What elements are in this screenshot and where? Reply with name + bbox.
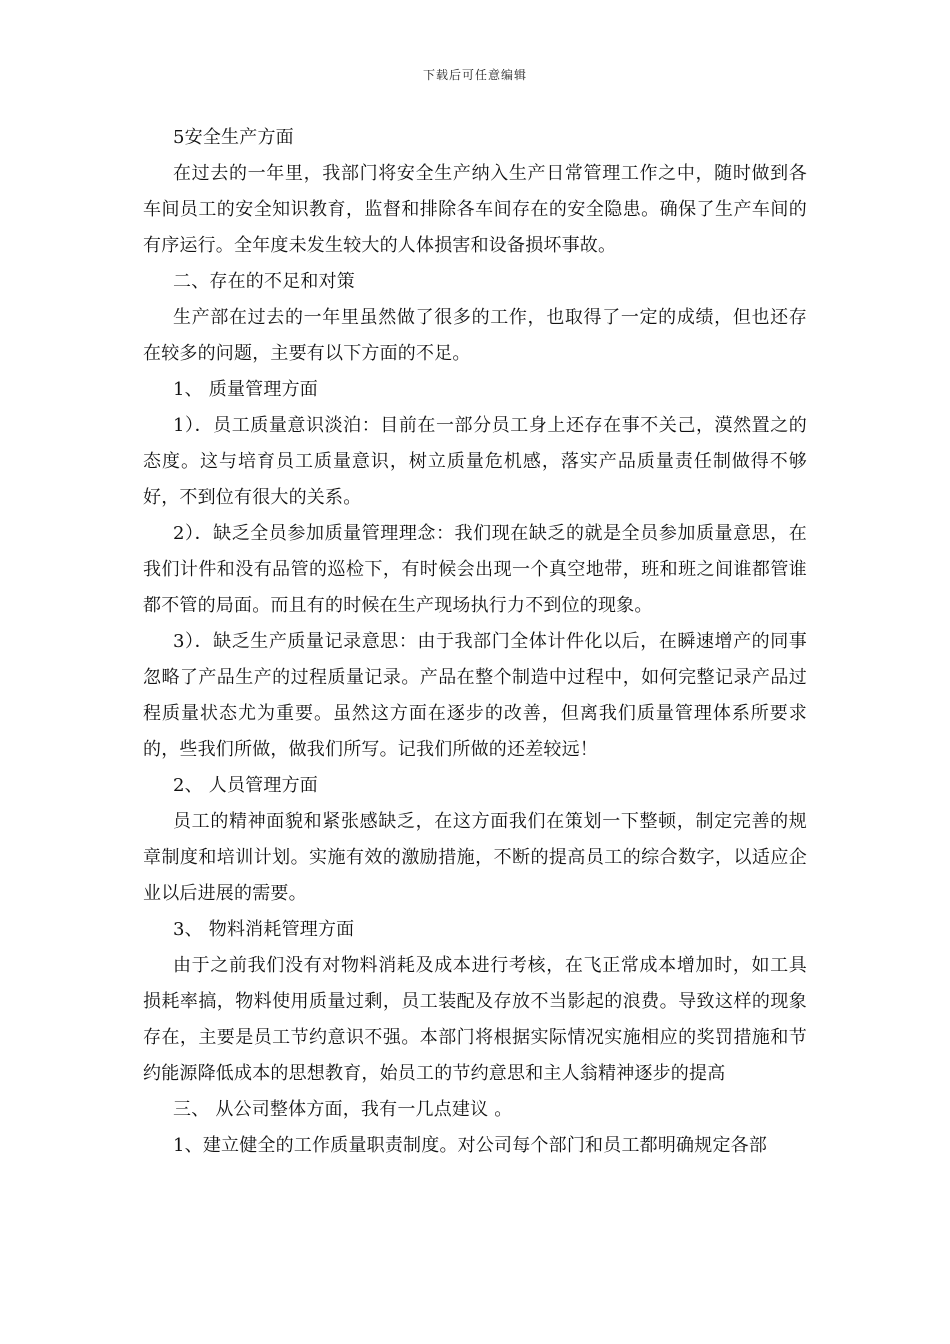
heading-personnel-management: 2、 人员管理方面 xyxy=(173,775,318,796)
paragraph-quality-awareness: 1）．员工质量意识淡泊：目前在一部分员工身上还存在事不关己，漠然置之的态度。这与培育员工质量意识，树立质量危机感，落实产品质量责任制做得不够好，不到位有很大的关系。 xyxy=(143,415,807,508)
paragraph-material-consumption: 由于之前我们没有对物料消耗及成本进行考核，在飞正常成本增加时，如工具损耗率搞，物料使用质量过剩，员工装配及存放不当影起的浪费。导致这样的现象存在，主要是员工节约意识不强。本部门将根据实际情况实施相应的奖罚措施和节约能源降低成本的思想教育，始员工的节约意思和主人翁精神逐步的提高 xyxy=(143,955,807,1084)
paragraph-quality-records: 3）．缺乏生产质量记录意思：由于我部门全体计件化以后，在瞬速增产的同事忽略了产品生产的过程质量记录。产品在整个制造中过程中，如何完整记录产品过程质量状态尤为重要。虽然这方面在逐步的改善，但离我们质量管理体系所要求的，些我们所做，做我们所写。记我们所做的还差较远！ xyxy=(143,631,807,760)
heading-material-consumption: 3、 物料消耗管理方面 xyxy=(173,919,355,940)
heading-quality-management: 1、 质量管理方面 xyxy=(173,379,318,400)
paragraph-shortcomings-intro: 生产部在过去的一年里虽然做了很多的工作，也取得了一定的成绩，但也还存在较多的问题，主要有以下方面的不足。 xyxy=(143,307,807,364)
heading-company-suggestions: 三、 从公司整体方面，我有一几点建议 。 xyxy=(173,1099,513,1120)
paragraph-personnel: 员工的精神面貌和紧张感缺乏，在这方面我们在策划一下整顿，制定完善的规章制度和培训计划。实施有效的激励措施，不断的提高员工的综合数字，以适应企业以后进展的需要。 xyxy=(143,811,807,904)
document-body xyxy=(143,120,807,1164)
heading-safety-production: 5安全生产方面 xyxy=(173,127,294,148)
page-header: 下载后可任意编辑 xyxy=(422,68,527,82)
paragraph-full-participation: 2）．缺乏全员参加质量管理理念：我们现在缺乏的就是全员参加质量意思，在我们计件和没有品管的巡检下，有时候会出现一个真空地带，班和班之间谁都管谁都不管的局面。而且有的时候在生产现场执行力不到位的现象。 xyxy=(143,523,807,616)
paragraph-suggestion-1: 1、建立健全的工作质量职责制度。对公司每个部门和员工都明确规定各部 xyxy=(173,1135,768,1156)
heading-shortcomings: 二、存在的不足和对策 xyxy=(173,271,355,292)
paragraph-safety-summary: 在过去的一年里，我部门将安全生产纳入生产日常管理工作之中，随时做到各车间员工的安全知识教育，监督和排除各车间存在的安全隐患。确保了生产车间的有序运行。全年度未发生较大的人体损害和设备损坏事故。 xyxy=(143,163,807,256)
